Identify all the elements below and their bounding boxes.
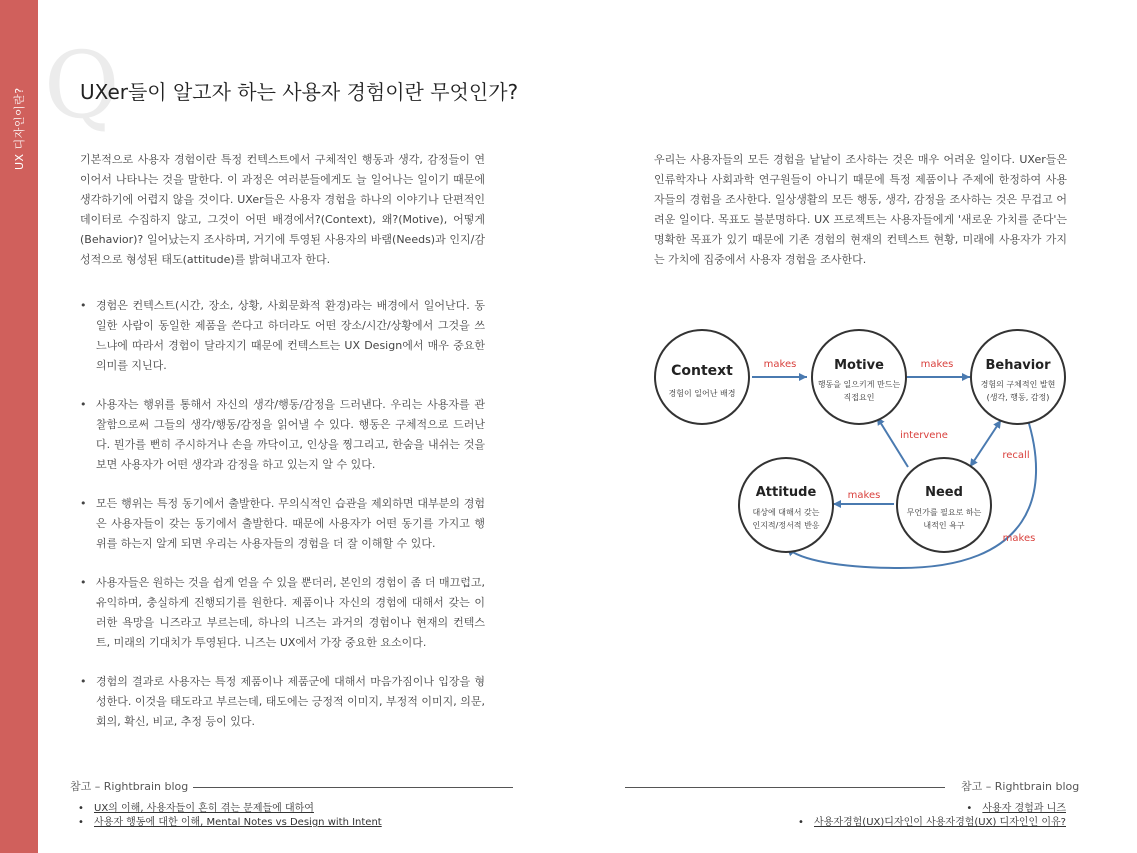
reference-item [78,802,382,816]
edge-label-behavior-attitude: makes [1002,533,1036,544]
bullet-dot: • [78,803,84,814]
reference-item [798,802,1066,816]
bullet-dot: • [80,497,87,510]
ux-experience-diagram [640,320,1080,580]
node-need-title: Need [925,485,963,500]
bullet-dot: • [80,398,87,411]
bullet-item [80,395,485,475]
node-motive [812,330,906,424]
edge-label-need-attitude: makes [847,490,881,501]
node-attitude-desc-1: 대상에 대해서 갖는 [752,508,820,517]
bullet-list [80,296,485,732]
node-motive-desc-2: 직접요인 [843,393,875,402]
node-attitude-title: Attitude [755,485,817,500]
bullet-dot: • [798,817,804,828]
bullet-dot: • [80,675,87,688]
bullet-item [80,672,485,732]
edge-label-context-motive: makes [763,359,797,370]
q-mark-decoration: Q [44,32,120,139]
node-motive-desc-1: 행동을 일으키게 만드는 [817,380,901,389]
intro-paragraph: 기본적으로 사용자 경험이란 특정 컨텍스트에서 구체적인 행동과 생각, 감정들이 연이어서 나타나는 것을 말한다. 이 과정은 여러분들에게도 늘 일어나는 일이기 때문에 생각하기에 어렵지 않을 것이다. UXer들은 사용자 경험을 하나의 이야기나 단편적인 데이터로 수집하지 않고, 그것이 어떤 배경에서?(Context), 왜?(Motive), 어떻게(Behavior)? 일어났는지 조사하며, 거기에 투영된 사용자의 바램(Needs)과 인지/감성적으로 형성된 태도(attitude)를 밝혀내고자 한다. [80,153,485,266]
bullet-dot: • [966,803,973,814]
bullet-text: 모든 행위는 특정 동기에서 출발한다. 무의식적인 습관을 제외하면 대부분의 경험은 사용자들이 갖는 동기에서 출발한다. 때문에 사용자가 어떤 동기를 가지고 행위를 하는지 알게 되면 우리는 사용자들의 경험을 더 잘 이해할 수 있다. [96,497,485,550]
reference-list-left [78,802,382,830]
edge-label-need-motive: intervene [900,430,948,441]
reference-link[interactable]: 사용자경험(UX)디자인이 사용자경험(UX) 디자인인 이유? [814,817,1066,828]
reference-divider-right [625,787,945,788]
node-behavior-desc-2: (생각, 행동, 감정) [986,393,1050,402]
reference-item [798,816,1066,830]
node-behavior-title: Behavior [985,358,1051,373]
bullet-text: 사용자는 행위를 통해서 자신의 생각/행동/감정을 드러낸다. 우리는 사용자를 관찰함으로써 그들의 생각/행동/감정을 읽어낼 수 있다. 행동은 구체적으로 드러난다. 뭔가를 뻔히 주시하거나 손을 까닥이고, 인상을 찡그리고, 한숨을 내쉬는 것을 보면 사용자가 어떤 생각과 감정을 하고 있는지 알 수 있다. [96,398,485,471]
edge-behavior-need [970,420,1001,467]
node-need [897,458,991,552]
reference-link[interactable]: UX의 이해, 사용자들이 흔히 겪는 문제들에 대하여 [94,803,314,814]
edge-label-motive-behavior: makes [920,359,954,370]
reference-link[interactable]: 사용자 경험과 니즈 [982,803,1066,814]
edge-label-behavior-need: recall [1002,450,1030,461]
bullet-dot: • [78,817,84,828]
reference-list-right [798,802,1066,830]
left-column [80,150,485,751]
bullet-item [80,494,485,554]
right-intro-paragraph: 우리는 사용자들의 모든 경험을 낱낱이 조사하는 것은 매우 어려운 일이다. UXer들은 인류학자나 사회과학 연구원들이 아니기 때문에 특정 제품이나 주제에 한정하여 사용자들의 경험을 조사한다. 일상생활의 모든 행동, 생각, 감정을 조사하는 것은 무겁고 어려운 일이다. 목표도 불분명하다. UX 프로젝트는 사용자들에게 '새로운 가치를 준다'는 명확한 목표가 있기 때문에 기존 경험의 현재의 컨텍스트 현황, 미래에 사용자가 가지는 가치에 집중에서 사용자 경험을 조사한다. [654,153,1067,266]
bullet-text: 경험은 컨텍스트(시간, 장소, 상황, 사회문화적 환경)라는 배경에서 일어난다. 동일한 사람이 동일한 제품을 쓴다고 하더라도 어떤 장소/시간/상황에서 그것을 쓰느냐에 따라서 경험이 달라지기 때문에 컨텍스트는 UX Design에서 매우 중요한 의미를 지닌다. [96,299,485,372]
node-behavior-desc-1: 경험의 구체적인 발현 [980,380,1056,389]
bullet-item [80,573,485,653]
edge-need-motive [877,417,908,467]
node-motive-title: Motive [834,358,884,373]
reference-heading-left: 참고 – Rightbrain blog [70,780,189,793]
reference-item [78,816,382,830]
node-attitude-desc-2: 인지적/정서적 반응 [752,521,820,530]
node-context-desc: 경험이 일어난 배경 [668,389,736,398]
bullet-dot: • [80,576,87,589]
node-need-desc-1: 무언가를 필요로 하는 [906,508,982,517]
node-context [655,330,749,424]
reference-divider-left [193,787,513,788]
bullet-text: 사용자들은 원하는 것을 쉽게 얻을 수 있을 뿐더러, 본인의 경험이 좀 더 매끄럽고, 유익하며, 충실하게 진행되기를 원한다. 제품이나 자신의 경험에 대해서 갖는 이러한 욕망을 니즈라고 부르는데, 하나의 니즈는 과거의 경험이나 현재의 컨텍스트, 미래의 기대치가 투영된다. 니즈는 UX에서 가장 중요한 요소이다. [96,576,485,649]
bullet-item [80,296,485,376]
reference-heading-right: 참고 – Rightbrain blog [961,780,1080,793]
node-context-title: Context [671,363,733,379]
side-label: UX 디자인이란? [13,87,26,170]
node-attitude [739,458,833,552]
bullet-dot: • [80,299,87,312]
right-column [654,150,1067,296]
bullet-text: 경험의 결과로 사용자는 특정 제품이나 제품군에 대해서 마음가짐이나 입장을 형성한다. 이것을 태도라고 부르는데, 태도에는 긍정적 이미지, 부정적 이미지, 의문, 회의, 확신, 비교, 추정 등이 있다. [96,675,485,728]
page-title: UXer들이 알고자 하는 사용자 경험이란 무엇인가? [80,80,519,104]
node-behavior [971,330,1065,424]
reference-link[interactable]: 사용자 행동에 대한 이해, Mental Notes vs Design with Intent [94,817,382,828]
node-need-desc-2: 내적인 욕구 [923,521,965,530]
